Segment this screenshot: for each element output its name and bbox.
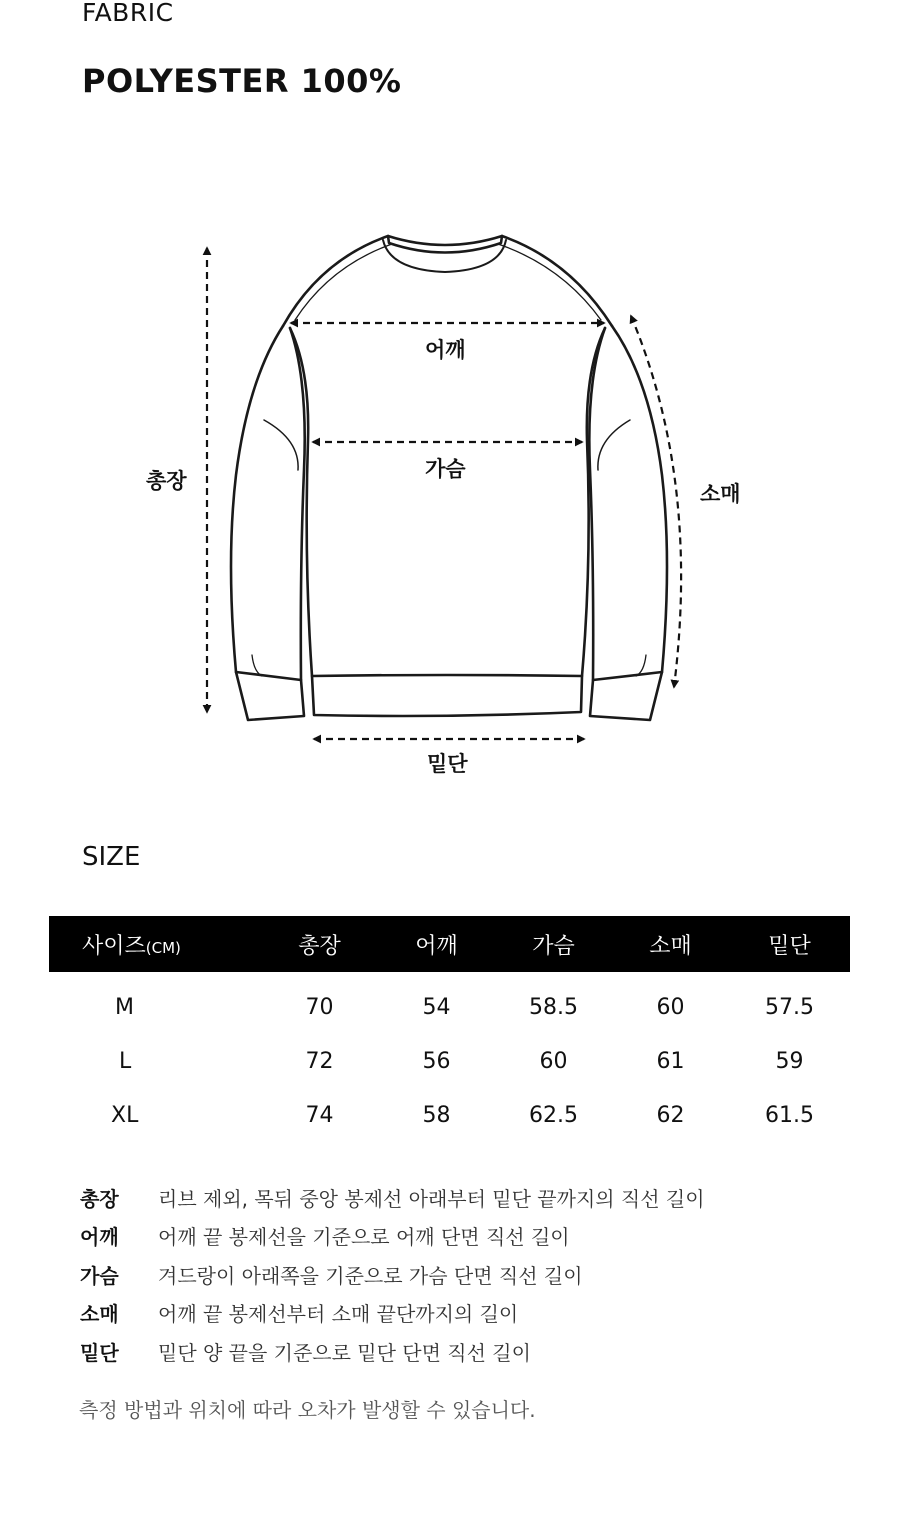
length-cell: 74 bbox=[305, 1102, 334, 1128]
shoulder-cell: 54 bbox=[422, 994, 451, 1020]
note-term: 총장 bbox=[80, 1186, 119, 1211]
sweatshirt-measurement-diagram bbox=[0, 200, 900, 800]
note-description: 리브 제외, 목뒤 중앙 봉제선 아래부터 밑단 끝까지의 직선 길이 bbox=[158, 1186, 705, 1211]
size-table-header bbox=[49, 916, 850, 972]
fabric-value: POLYESTER 100% bbox=[82, 62, 402, 100]
sleeve-cell: 60 bbox=[656, 994, 685, 1020]
note-term: 소매 bbox=[80, 1302, 119, 1327]
note-item bbox=[80, 1332, 705, 1371]
note-description: 어깨 끝 봉제선을 기준으로 어깨 단면 직선 길이 bbox=[158, 1225, 570, 1250]
note-item bbox=[80, 1217, 705, 1256]
shoulder-cell: 56 bbox=[422, 1048, 451, 1074]
measurement-disclaimer: 측정 방법과 위치에 따라 오차가 발생할 수 있습니다. bbox=[79, 1398, 536, 1422]
size-title: SIZE bbox=[82, 842, 141, 872]
header-length: 총장 bbox=[261, 916, 378, 972]
hem-cell: 57.5 bbox=[765, 994, 814, 1020]
note-term: 밑단 bbox=[80, 1340, 119, 1365]
length-cell: 70 bbox=[305, 994, 334, 1020]
length-cell: 72 bbox=[305, 1048, 334, 1074]
header-size: 사이즈(CM) bbox=[49, 916, 261, 972]
chest-cell: 62.5 bbox=[529, 1102, 578, 1128]
sleeve-cell: 62 bbox=[656, 1102, 685, 1128]
measurement-notes bbox=[80, 1178, 705, 1371]
header-chest: 가슴 bbox=[495, 916, 612, 972]
size-cell: M bbox=[115, 994, 134, 1020]
header-shoulder: 어깨 bbox=[378, 916, 495, 972]
header-unit: (CM) bbox=[145, 938, 181, 957]
hem-cell: 59 bbox=[775, 1048, 804, 1074]
sweatshirt-illustration bbox=[0, 200, 900, 800]
note-item bbox=[80, 1294, 705, 1333]
hem-label: 밑단 bbox=[427, 752, 468, 776]
fabric-label: FABRIC bbox=[82, 0, 174, 27]
collar-outline bbox=[388, 236, 502, 253]
note-item bbox=[80, 1255, 705, 1294]
size-table bbox=[49, 916, 850, 1142]
chest-cell: 60 bbox=[539, 1048, 568, 1074]
note-description: 어깨 끝 봉제선부터 소매 끝단까지의 길이 bbox=[158, 1302, 519, 1327]
length-label: 총장 bbox=[146, 469, 187, 493]
note-description: 겨드랑이 아래쪽을 기준으로 가슴 단면 직선 길이 bbox=[158, 1263, 583, 1288]
note-item bbox=[80, 1178, 705, 1217]
shoulder-cell: 58 bbox=[422, 1102, 451, 1128]
sleeve-label: 소매 bbox=[700, 482, 741, 506]
table-row bbox=[49, 972, 850, 1034]
sleeve-arrow bbox=[631, 316, 681, 687]
chest-label: 가슴 bbox=[425, 457, 466, 481]
sleeve-cell: 61 bbox=[656, 1048, 685, 1074]
note-term: 가슴 bbox=[80, 1263, 119, 1288]
table-row bbox=[49, 1088, 850, 1142]
note-description: 밑단 양 끝을 기준으로 밑단 단면 직선 길이 bbox=[158, 1340, 531, 1365]
chest-cell: 58.5 bbox=[529, 994, 578, 1020]
table-row bbox=[49, 1034, 850, 1088]
size-cell: XL bbox=[111, 1102, 139, 1128]
left-shoulder bbox=[283, 236, 388, 326]
hem-band bbox=[312, 675, 582, 716]
size-cell: L bbox=[119, 1048, 132, 1074]
hem-cell: 61.5 bbox=[765, 1102, 814, 1128]
header-hem: 밑단 bbox=[729, 916, 850, 972]
note-term: 어깨 bbox=[80, 1225, 119, 1250]
shoulder-label: 어깨 bbox=[425, 338, 466, 362]
header-sleeve: 소매 bbox=[612, 916, 729, 972]
left-sleeve bbox=[231, 326, 305, 720]
